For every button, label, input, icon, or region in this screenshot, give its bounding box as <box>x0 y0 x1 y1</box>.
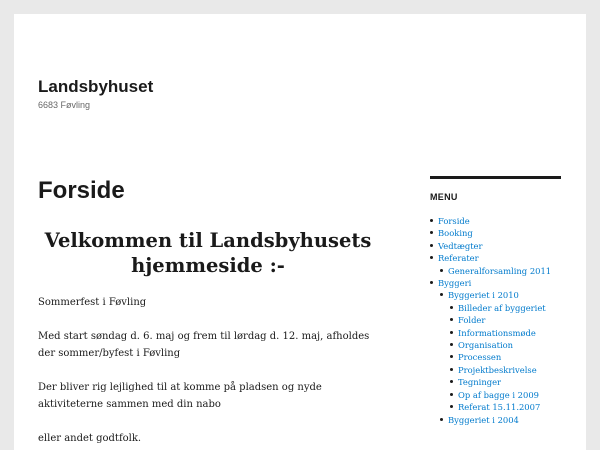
welcome-heading: Velkommen til Landsbyhusets hjemmeside :- <box>44 229 372 277</box>
menu-item <box>440 265 561 277</box>
submenu-byggeri <box>430 289 561 425</box>
page-container <box>14 14 586 450</box>
menu-link-byggeriet-2004[interactable]: Byggeriet i 2004 <box>448 414 519 425</box>
menu-link-organisation[interactable]: Organisation <box>458 340 514 351</box>
submenu-referater <box>430 265 561 277</box>
menu-item <box>450 351 561 363</box>
menu-link-byggeri[interactable]: Byggeri <box>438 278 472 289</box>
bullet-icon <box>450 331 453 334</box>
menu-item <box>430 215 561 227</box>
bullet-icon <box>450 306 453 309</box>
page-title: Forside <box>38 177 125 204</box>
menu-item <box>430 252 561 277</box>
menu-link-tegninger[interactable]: Tegninger <box>458 377 502 388</box>
sidebar-menu-widget <box>430 176 561 426</box>
menu-link-referat[interactable]: Referat 15.11.2007 <box>458 402 541 413</box>
paragraph-start-date: Med start søndag d. 6. maj og frem til lørdag d. 12. maj, afholdes der sommer/byfest i Føvling <box>38 331 370 359</box>
bullet-icon <box>450 368 453 371</box>
menu-item <box>450 327 561 339</box>
menu-item <box>440 289 561 413</box>
menu-link-generalforsamling[interactable]: Generalforsamling 2011 <box>448 265 552 276</box>
site-title-link[interactable]: Landsbyhuset <box>38 77 154 96</box>
paragraph-sommerfest: Sommerfest i Føvling <box>38 297 147 308</box>
bullet-icon <box>450 405 453 408</box>
menu-item <box>450 401 561 413</box>
paragraph-godtfolk: eller andet godtfolk. <box>38 433 142 444</box>
bullet-icon <box>440 293 443 296</box>
menu-link-projektbeskrivelse[interactable]: Projektbeskrivelse <box>458 364 537 375</box>
menu-link-booking[interactable]: Booking <box>438 228 473 239</box>
menu-link-forside[interactable]: Forside <box>438 216 470 226</box>
menu-link-informationsmode[interactable]: Informationsmøde <box>458 327 536 338</box>
menu-item <box>450 339 561 351</box>
menu-link-folder[interactable]: Folder <box>458 315 486 326</box>
menu-item <box>430 240 561 252</box>
bullet-icon <box>450 393 453 396</box>
menu-link-billeder[interactable]: Billeder af byggeriet <box>458 302 546 313</box>
bullet-icon <box>430 281 433 284</box>
paragraph-activities: Der bliver rig lejlighed til at komme på pladsen og nyde aktiviteterne sammen med din nabo <box>38 382 322 410</box>
site-description: 6683 Føvling <box>38 100 91 110</box>
menu-item <box>450 389 561 401</box>
menu-item <box>450 376 561 388</box>
bullet-icon <box>450 318 453 321</box>
bullet-icon <box>450 380 453 383</box>
menu-list <box>430 215 561 426</box>
menu-item <box>450 302 561 314</box>
menu-link-byggeriet-2010[interactable]: Byggeriet i 2010 <box>448 290 519 301</box>
menu-link-op-af-bagge[interactable]: Op af bagge i 2009 <box>458 389 539 400</box>
menu-link-referater[interactable]: Referater <box>438 253 479 264</box>
widget-title: MENU <box>430 192 458 202</box>
bullet-icon <box>450 343 453 346</box>
menu-item <box>440 414 561 426</box>
menu-item <box>450 364 561 376</box>
bullet-icon <box>430 219 433 222</box>
bullet-icon <box>450 355 453 358</box>
menu-item <box>430 277 561 426</box>
menu-link-processen[interactable]: Processen <box>458 352 502 363</box>
bullet-icon <box>440 269 443 272</box>
bullet-icon <box>430 244 433 247</box>
menu-link-vedtaegter[interactable]: Vedtægter <box>438 240 483 251</box>
bullet-icon <box>440 418 443 421</box>
menu-item <box>430 227 561 239</box>
submenu-byggeriet-2010 <box>440 302 561 414</box>
menu-item <box>450 314 561 326</box>
bullet-icon <box>430 231 433 234</box>
main-content <box>38 174 378 447</box>
bullet-icon <box>430 256 433 259</box>
